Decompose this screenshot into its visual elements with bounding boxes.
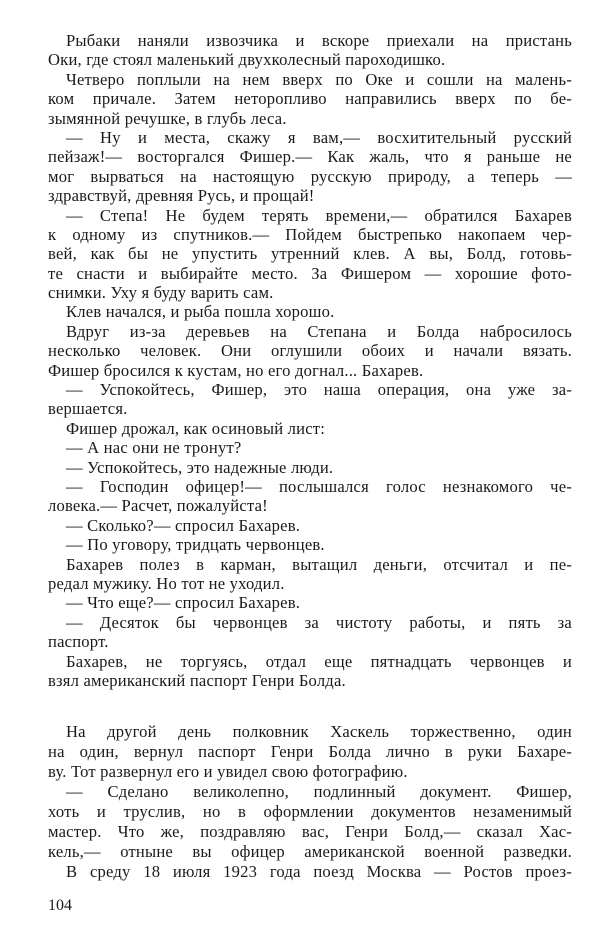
text-line: к одному из спутников.— Пойдем быстрепько накопаем чер- [48,224,572,244]
text-line: зымянной речушке, в глубь леса. [48,108,287,128]
text-line: кель,— отныне вы офицер американской военной разведки. [48,842,572,861]
text-line: несколько человек. Они оглушили обоих и начали вязать. [48,341,572,361]
text-line: В среду 18 июля 1923 года поезд Москва — Ростов проез- [66,862,572,881]
text-line: Бахарев, не торгуясь, отдал еще пятнадцать червонцев и [66,651,572,671]
text-line: взял американский паспорт Генри Болда. [48,670,346,690]
text-line: мог вырваться на настоящую русскую природу, а теперь — [48,166,572,186]
text-line: вершается. [48,399,128,419]
text-line: те снасти и выбирайте место. За Фишером — хорошие фото- [48,263,572,283]
text-line: ву. Тот развернул его и увидел свою фотографию. [48,762,408,781]
text-line: — А нас они не тронут? [66,438,242,458]
text-line: Оки, где стоял маленький двухколесный пароходишко. [48,50,446,70]
text-line: — Господин офицер!— послышался голос незнакомого че- [66,476,572,496]
text-line: хоть и труслив, но в оформлении документов незаменимый [48,802,572,821]
text-block-second-section [48,722,572,882]
text-line: Фишер бросился к кустам, но его догнал... Бахарев. [48,360,424,380]
text-line: на один, вернул паспорт Генри Болда лично в руки Бахаре- [48,742,572,761]
text-line: — Сделано великолепно, подлинный документ. Фишер, [66,782,572,801]
text-line: ком причале. Затем неторопливо направились вверх по бе- [48,89,572,109]
text-line: — Ну и места, скажу я вам,— восхитительный русский [66,127,572,147]
text-line: здравствуй, древняя Русь, и прощай! [48,186,315,206]
text-line: Четверо поплыли на нем вверх по Оке и сошли на малень- [66,69,572,89]
text-line: вей, как бы не упустить утренний клев. А вы, Болд, готовь- [48,244,572,264]
text-line: — Успокойтесь, Фишер, это наша операция, она уже за- [66,380,572,400]
text-line: — По уговору, тридцать червонцев. [66,535,325,555]
text-line: Клев начался, и рыба пошла хорошо. [66,302,335,322]
text-block-main [48,31,572,690]
text-line: На другой день полковник Хаскель торжественно, один [66,722,572,741]
text-line: паспорт. [48,632,109,652]
text-line: — Десяток бы червонцев за чистоту работы, и пять за [66,612,572,632]
text-line: пейзаж!— восторгался Фишер.— Как жаль, что я раньше не [48,147,572,167]
text-line: — Успокойтесь, это надежные люди. [66,457,334,477]
page-number: 104 [48,897,72,914]
text-line: Вдруг из-за деревьев на Степана и Болда набросилось [66,321,572,341]
text-line: мастер. Что же, поздравляю вас, Генри Болд,— сказал Хас- [48,822,572,841]
text-line: — Сколько?— спросил Бахарев. [66,515,301,535]
text-line: ловека.— Расчет, пожалуйста! [48,496,268,516]
text-line: редал мужику. Но тот не уходил. [48,573,285,593]
text-line: Бахарев полез в карман, вытащил деньги, отсчитал и пе- [66,554,572,574]
text-line: снимки. Уху я буду варить сам. [48,283,274,303]
text-line: Рыбаки наняли извозчика и вскоре приехали на пристань [66,31,572,50]
text-line: — Степа! Не будем терять времени,— обратился Бахарев [66,205,572,225]
text-line: — Что еще?— спросил Бахарев. [66,593,301,613]
text-line: Фишер дрожал, как осиновый лист: [66,418,326,438]
